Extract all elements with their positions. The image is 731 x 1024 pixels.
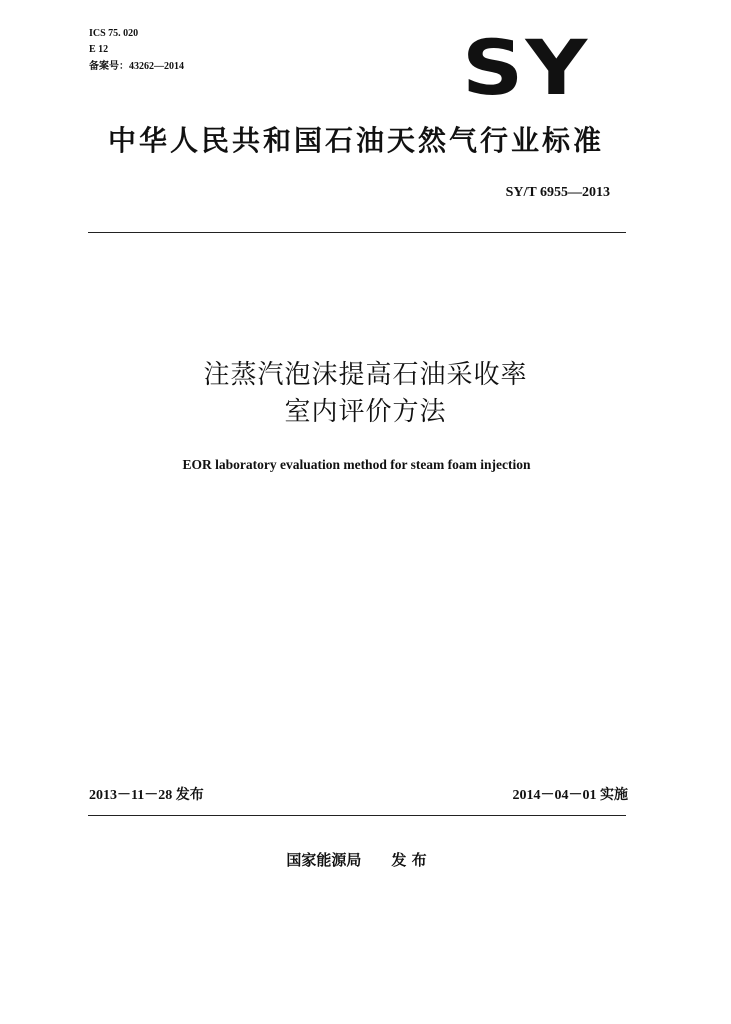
record-number: 备案号：43262—2014 (89, 61, 184, 72)
document-title-line-1: 注蒸汽泡沫提高石油采收率 (203, 360, 528, 390)
organization-title: 中华人民共和国石油天然气行业标准 (108, 124, 605, 157)
issuer-line (0, 849, 713, 871)
ics-code: ICS 75. 020 (89, 28, 139, 39)
issue-date: 2013－11－28 发布 (89, 788, 204, 803)
bottom-divider (88, 815, 626, 816)
issuer-name: 国家能源局 (286, 851, 362, 869)
english-title: EOR laboratory evaluation method for steam foam injection (182, 457, 531, 472)
document-title-line-2: 室内评价方法 (284, 397, 447, 427)
standard-number: SY/T 6955—2013 (505, 185, 610, 200)
classification-code: E 12 (89, 44, 109, 55)
top-divider (88, 232, 626, 233)
sy-logo: SY (462, 23, 590, 112)
issuer-action: 发 布 (391, 851, 427, 869)
implementation-date: 2014－04－01 实施 (512, 788, 628, 803)
